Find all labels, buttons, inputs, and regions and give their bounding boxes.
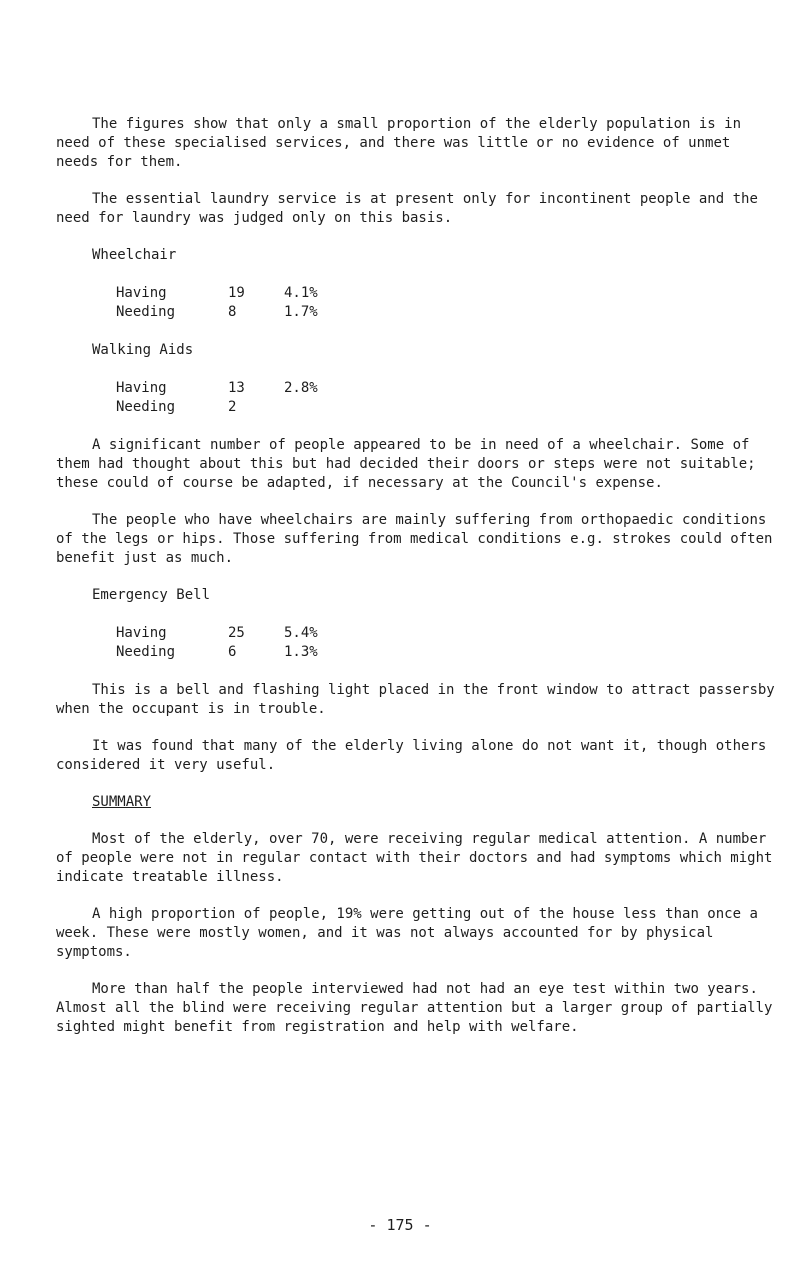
- paragraph-getting-out: A high proportion of people, 19% were getting out of the house less than once a week. These were mostly women, and it was not always accounted for by physical symptoms.: [56, 906, 767, 960]
- row-percent: 1.3%: [284, 644, 318, 660]
- document-page: [56, 115, 784, 1055]
- row-label: Needing: [116, 399, 176, 415]
- row-count: 6: [228, 644, 237, 660]
- table-row: [116, 379, 364, 398]
- paragraph-elderly-need: The figures show that only a small proportion of the elderly population is in need of these specialised services, and there was little or no evidence of unmet needs for them.: [56, 116, 750, 170]
- row-label: Needing: [116, 644, 176, 660]
- table-row: [116, 643, 364, 662]
- row-percent: [284, 398, 364, 417]
- row-count: 8: [228, 304, 237, 320]
- row-count: 2: [228, 399, 237, 415]
- row-percent: 2.8%: [284, 380, 318, 396]
- paragraph-eye-test: More than half the people interviewed had not had an eye test within two years. Almost all the blind were receiving regular attention but a larger group of partially sighted might benefit from registration and help with welfare.: [56, 981, 781, 1035]
- row-percent: 1.7%: [284, 304, 318, 320]
- page-number: - 175 -: [368, 1216, 432, 1234]
- row-label: Having: [116, 625, 167, 641]
- table-row: [116, 398, 364, 417]
- emergency-bell-table: [116, 624, 364, 662]
- row-label: Having: [116, 380, 167, 396]
- row-label: Needing: [116, 304, 176, 320]
- row-count: 13: [228, 380, 245, 396]
- paragraph-laundry-service: The essential laundry service is at present only for incontinent people and the need for laundry was judged only on this basis.: [56, 191, 767, 226]
- paragraph-wheelchair-need: A significant number of people appeared to be in need of a wheelchair. Some of them had thought about this but had decided their doors or steps were not suitable; these could of course be adapted, if necessary at the Council's expense.: [56, 437, 765, 491]
- paragraph-bell-description: This is a bell and flashing light placed in the front window to attract passersby when the occupant is in trouble.: [56, 682, 784, 717]
- section-heading-walking-aids: Walking Aids: [92, 342, 194, 358]
- row-percent: 5.4%: [284, 625, 318, 641]
- section-heading-emergency-bell: Emergency Bell: [92, 587, 211, 603]
- paragraph-wheelchair-conditions: The people who have wheelchairs are mainly suffering from orthopaedic conditions of the legs or hips. Those suffering from medical conditions e.g. strokes could often benefit just as much.: [56, 512, 781, 566]
- section-heading-wheelchair: Wheelchair: [92, 247, 177, 263]
- table-row: [116, 284, 364, 303]
- walking-aids-table: [116, 379, 364, 417]
- wheelchair-table: [116, 284, 364, 322]
- summary-heading: SUMMARY: [92, 794, 152, 810]
- paragraph-bell-usage: It was found that many of the elderly living alone do not want it, though others considered it very useful.: [56, 738, 775, 773]
- table-row: [116, 624, 364, 643]
- paragraph-medical-attention: Most of the elderly, over 70, were receiving regular medical attention. A number of people were not in regular contact with their doctors and had symptoms which might indicate treatable illness.: [56, 831, 781, 885]
- row-count: 19: [228, 285, 245, 301]
- row-label: Having: [116, 285, 167, 301]
- summary-heading-wrap: [92, 793, 776, 812]
- row-percent: 4.1%: [284, 285, 318, 301]
- row-count: 25: [228, 625, 245, 641]
- table-row: [116, 303, 364, 322]
